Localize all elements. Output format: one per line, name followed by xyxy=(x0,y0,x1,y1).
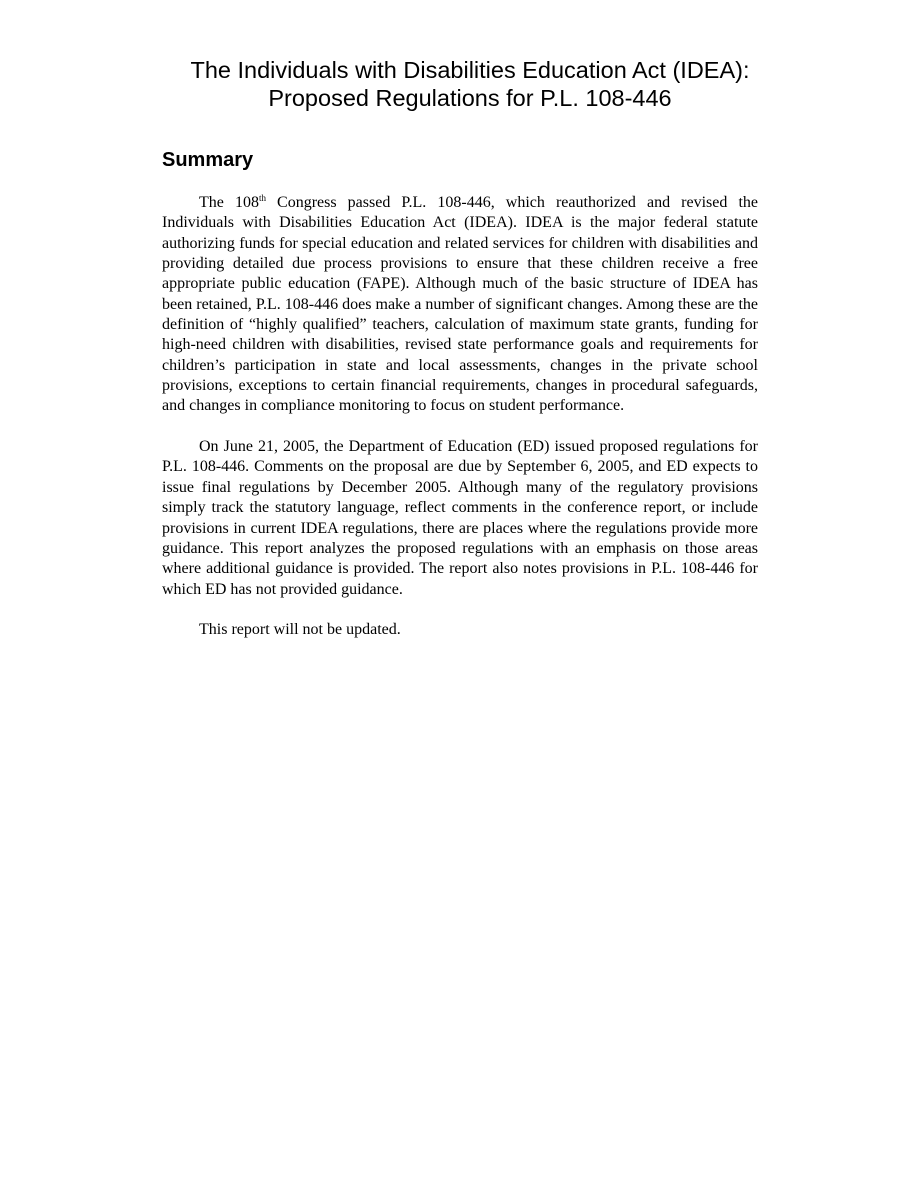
summary-body xyxy=(162,193,758,661)
title-line-2: Proposed Regulations for P.L. 108-446 xyxy=(268,85,672,111)
summary-paragraph-1 xyxy=(162,193,758,417)
summary-paragraph-3: This report will not be updated. xyxy=(199,621,401,639)
title-line-1: The Individuals with Disabilities Education Act (IDEA): xyxy=(190,57,750,83)
summary-paragraph-2: On June 21, 2005, the Department of Education (ED) issued proposed regulations for P.L. 108-446. Comments on the proposal are due by September 6, 2005, and ED expects to issue final regulations by December 2005. Although many of the regulatory provisions simply track the statutory language, reflect comments in the conference report, or include provisions in current IDEA regulations, there are places where the regulations provide more guidance. This report analyzes the proposed regulations with an emphasis on those areas where additional guidance is provided. The report also notes provisions in P.L. 108-446 for which ED has not provided guidance. xyxy=(162,438,758,598)
summary-heading: Summary xyxy=(162,149,254,171)
ordinal-superscript: th xyxy=(258,193,266,203)
paragraph-1-text: Congress passed P.L. 108-446, which reauthorized and revised the Individuals with Disabilities Education Act (IDEA). IDEA is the major federal statute authorizing funds for special education and related services for children with disabilities and providing detailed due process provisions to ensure that these children receive a free appropriate public education (FAPE). Although much of the basic structure of IDEA has been retained, P.L. 108-446 does make a number of significant changes. Among these are the definition of “highly qualified” teachers, calculation of maximum state grants, funding for high-need children with disabilities, revised state performance goals and requirements for children’s participation in state and local assessments, changes in the private school provisions, exceptions to certain financial requirements, changes in procedural safeguards, and changes in compliance monitoring to focus on student performance. xyxy=(162,194,759,415)
document-title xyxy=(100,56,840,112)
paragraph-1-lead: The 108 xyxy=(199,194,259,211)
